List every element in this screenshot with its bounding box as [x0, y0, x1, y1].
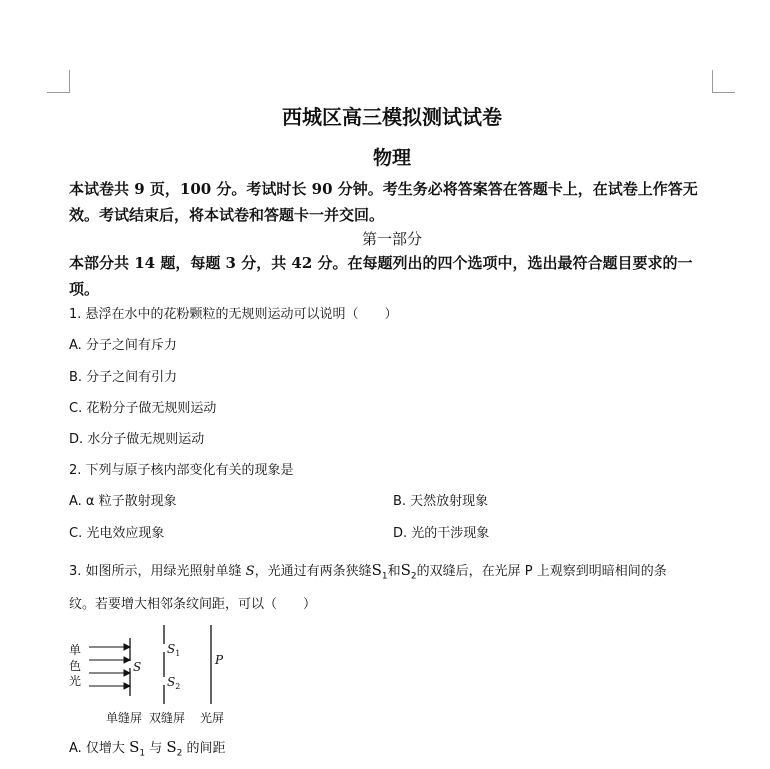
- question-1-stem: 1. 悬浮在水中的花粉颗粒的无规则运动可以说明（ ）: [69, 307, 398, 322]
- label-guang: 光: [69, 674, 82, 688]
- label-s2-sub: 2: [175, 682, 181, 691]
- section-description: 本部分共 14 题，每题 3 分，共 42 分。在每题列出的四个选项中，选出最符合题目要求的一项。: [69, 254, 693, 298]
- label-s1-letter: S: [167, 642, 176, 656]
- question-3-stem-line-2: 纹。若要增大相邻条纹间距，可以（ ）: [69, 597, 317, 612]
- label-s2-letter: S: [167, 675, 176, 689]
- q3-opt-a-s1: S: [129, 738, 140, 756]
- question-2-stem: 2. 下列与原子核内部变化有关的现象是: [69, 463, 294, 478]
- crop-mark-top-right: [712, 70, 735, 93]
- question-3-option-a: [69, 737, 226, 764]
- exam-title: 西城区高三模拟测试试卷: [282, 105, 502, 129]
- q3-opt-a-sub1: 1: [139, 748, 146, 759]
- q3-text-c: 的双缝后，在光屏 P 上观察到明暗相间的条: [416, 564, 667, 579]
- q3-s2: S: [400, 561, 411, 579]
- arrowhead-4: [124, 683, 130, 689]
- q3-text-b: ，光通过有两条狭缝: [254, 564, 372, 579]
- label-s1: [167, 642, 180, 658]
- q3-opt-a-sub2: 2: [176, 748, 183, 759]
- q3-opt-a-mid: 与: [145, 741, 167, 756]
- label-se: 色: [69, 659, 82, 673]
- q3-opt-a-post: 的间距: [182, 741, 226, 756]
- q3-and: 和: [387, 564, 401, 579]
- question-2-option-d: D. 光的干涉现象: [393, 526, 490, 541]
- q3-s2-sub: 2: [410, 571, 417, 582]
- label-s: S: [133, 660, 142, 674]
- double-slit-diagram: [69, 622, 239, 728]
- q3-slit-s: S: [245, 564, 255, 579]
- arrowhead-1: [124, 644, 130, 650]
- question-1-option-d: D. 水分子做无规则运动: [69, 432, 205, 447]
- question-2-option-c: C. 光电效应现象: [69, 526, 165, 541]
- question-1-option-a: A. 分子之间有斥力: [69, 338, 177, 353]
- q3-opt-a-s2: S: [166, 738, 177, 756]
- q3-s1-sub: 1: [381, 571, 388, 582]
- arrowhead-2: [124, 657, 130, 663]
- question-1-option-b: B. 分子之间有引力: [69, 370, 178, 385]
- caption-screen: 光屏: [200, 711, 225, 725]
- caption-single-slit: 单缝屏: [106, 711, 143, 725]
- label-p: P: [215, 653, 224, 667]
- label-s1-sub: 1: [175, 649, 181, 658]
- question-1-option-c: C. 花粉分子做无规则运动: [69, 401, 217, 416]
- question-2-option-b: B. 天然放射现象: [393, 494, 489, 509]
- section-title: 第一部分: [361, 230, 422, 248]
- subject-title: 物理: [372, 147, 411, 169]
- question-3-stem: [69, 560, 667, 587]
- q3-text-a: 3. 如图所示，用绿光照射单缝: [69, 564, 246, 579]
- exam-instructions: 本试卷共 9 页，100 分。考试时长 90 分钟。考生务必将答案答在答题卡上，在试卷上作答无效。考试结束后，将本试卷和答题卡一并交回。: [69, 180, 698, 224]
- light-arrows: [89, 644, 130, 689]
- question-2-option-a: A. α 粒子散射现象: [69, 494, 177, 509]
- label-dan: 单: [69, 643, 82, 657]
- q3-opt-a-pre: A. 仅增大: [69, 741, 130, 756]
- crop-mark-top-left: [47, 70, 70, 93]
- label-s2: [167, 675, 180, 691]
- caption-double-slit: 双缝屏: [149, 711, 186, 725]
- arrowhead-3: [124, 670, 130, 676]
- q3-s1: S: [371, 561, 382, 579]
